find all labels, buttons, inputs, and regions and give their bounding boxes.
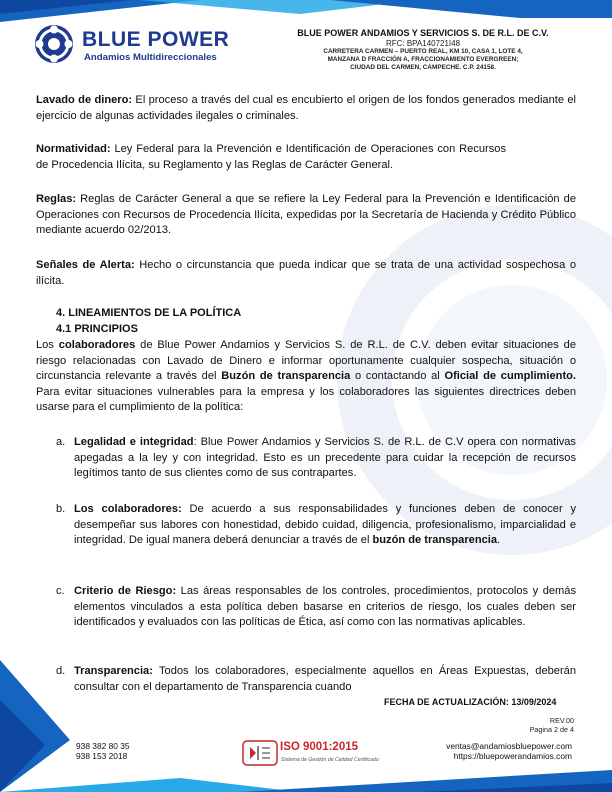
phone-number: 938 153 2018 [76, 751, 128, 762]
intro-bold: Buzón de transparencia [221, 370, 351, 383]
company-name: BLUE POWER ANDAMIOS Y SERVICIOS S. DE R.L. DE C.V. [297, 28, 549, 38]
website-link[interactable]: https://bluepowerandamios.com [453, 751, 572, 762]
definition-lavado [36, 93, 576, 124]
definition-text: Hecho o circunstancia que pueda indicar que se trata de una actividad sospechosa o ilícita. [36, 259, 576, 287]
definition-senales [36, 258, 576, 289]
intro-text: o contactando al [350, 370, 445, 383]
intro-bold: Oficial de cumplimiento. [444, 370, 576, 383]
definition-term: Reglas: [36, 193, 77, 205]
revision-number: REV.00 [549, 716, 574, 725]
principle-term: Los colaboradores: [74, 503, 182, 515]
brand-subtitle: Andamios Multidireccionales [84, 52, 217, 63]
iso-certificate-icon [242, 740, 278, 766]
company-rfc: RFC: BPA140721I48 [385, 39, 461, 48]
principle-item-d [56, 664, 576, 695]
intro-paragraph [36, 338, 576, 416]
principle-tail-bold: buzón de transparencia [372, 534, 498, 547]
definition-normatividad [36, 142, 506, 173]
definition-term: Normatividad: [36, 143, 111, 155]
intro-text: Los [36, 339, 59, 351]
definition-text: El proceso a través del cual es encubierto el origen de los fondos generados mediante el ejercicio de algunas actividades ilegales o criminales. [36, 94, 576, 122]
definition-term: Señales de Alerta: [36, 259, 135, 271]
principle-item-b [56, 502, 576, 549]
definition-text: Ley Federal para la Prevención e Identificación de Operaciones con Recursos de Procedencia Ilícita, su Reglamento y las Reglas de Carácter General. [36, 143, 506, 171]
principle-text: Las áreas responsables de los controles, procedimientos, protocolos y demás elementos vinculados a esta política deben basarse en criterios de riesgo, los cuales deben ser identificados y evaluados con las políticas de Ética, así como con las normativas aplicables. [74, 585, 576, 629]
list-marker: d. [56, 665, 66, 677]
definition-term: Lavado de dinero: [36, 94, 133, 106]
principle-tail: . [497, 534, 501, 547]
principle-text: : Blue Power Andamios y Servicios S. de R.L. de C.V opera con normativas apegadas a la ley y con integridad. Esto es un precedente para cuidar la recepción de recursos legítimos tanto de sus clientes como de sus contrapartes. [74, 436, 576, 480]
company-address-line: CARRETERA CARMEN – PUERTO REAL, KM 10, CASA 1, LOTE 4, [323, 48, 523, 55]
email-link[interactable]: ventas@andamiosbluepower.com [446, 741, 572, 751]
bottom-light-stripe [0, 778, 300, 792]
page-number: Pagina 2 de 4 [529, 725, 574, 734]
principle-item-a [56, 435, 576, 482]
principle-term: Legalidad e integridad [74, 436, 194, 448]
update-date: FECHA DE ACTUALIZACIÓN: 13/09/2024 [384, 697, 557, 707]
contact-block [400, 741, 572, 761]
section-heading: 4. LINEAMIENTOS DE LA POLÍTICA [56, 307, 242, 319]
revision-block [500, 716, 574, 734]
list-marker: b. [56, 503, 66, 515]
principle-item-c [56, 584, 576, 631]
list-marker: c. [56, 585, 65, 597]
company-block [258, 28, 588, 72]
definition-reglas [36, 192, 576, 239]
iso-title: ISO 9001:2015 [280, 741, 359, 753]
top-right-stripe [330, 0, 612, 18]
company-address-line: CIUDAD DEL CARMEN, CAMPECHE. C.P. 24158. [350, 64, 496, 71]
definition-text: Reglas de Carácter General a que se refiere la Ley Federal para la Prevención e Identificación de Operaciones con Recursos de Procedencia Ilícita, expedidas por la Secretaría de Hacienda y Crédito Público mediante acuerdo 02/2013. [36, 193, 576, 237]
company-address-line: MANZANA D FRACCIÓN A, FRACCIONAMIENTO EVERGREEN; [327, 56, 519, 63]
principle-term: Transparencia: [74, 665, 153, 677]
phone-number: 938 382 80 35 [76, 741, 130, 751]
intro-text: de Blue Power Andamios y Servicios S. de R.L. de C.V. deben evitar situaciones de riesgo relacionadas con Lavado de Dinero e informar oportunamente cualquier sospecha, situación o circunstancia relevante a través del [36, 339, 576, 383]
section-subheading: 4.1 PRINCIPIOS [56, 323, 138, 335]
intro-text: Para evitar situaciones vulnerables para la empresa y los colaboradores las siguientes directrices deben usarse para el cumplimiento de la política: [36, 385, 576, 414]
intro-bold: colaboradores [58, 339, 136, 351]
iso-subtitle: Sistema de Gestión de Calidad Certificado [281, 757, 379, 763]
list-marker: a. [56, 436, 66, 448]
principle-term: Criterio de Riesgo: [74, 585, 177, 597]
logo-icon [34, 24, 74, 64]
principle-text: De acuerdo a sus responsabilidades y funciones deben de conocer y desempeñar sus labores con honestidad, debido cuidad, diligencia, profesionalismo, imparcialidad e integridad. De igual manera deberá denunciar a través de el [74, 503, 576, 547]
brand-name: BLUE POWER [82, 28, 230, 51]
principle-text: Todos los colaboradores, especialmente aquellos en Áreas Expuestas, deberán consultar con el departamento de Transparencia cuando [74, 665, 576, 693]
phone-numbers [76, 741, 130, 761]
